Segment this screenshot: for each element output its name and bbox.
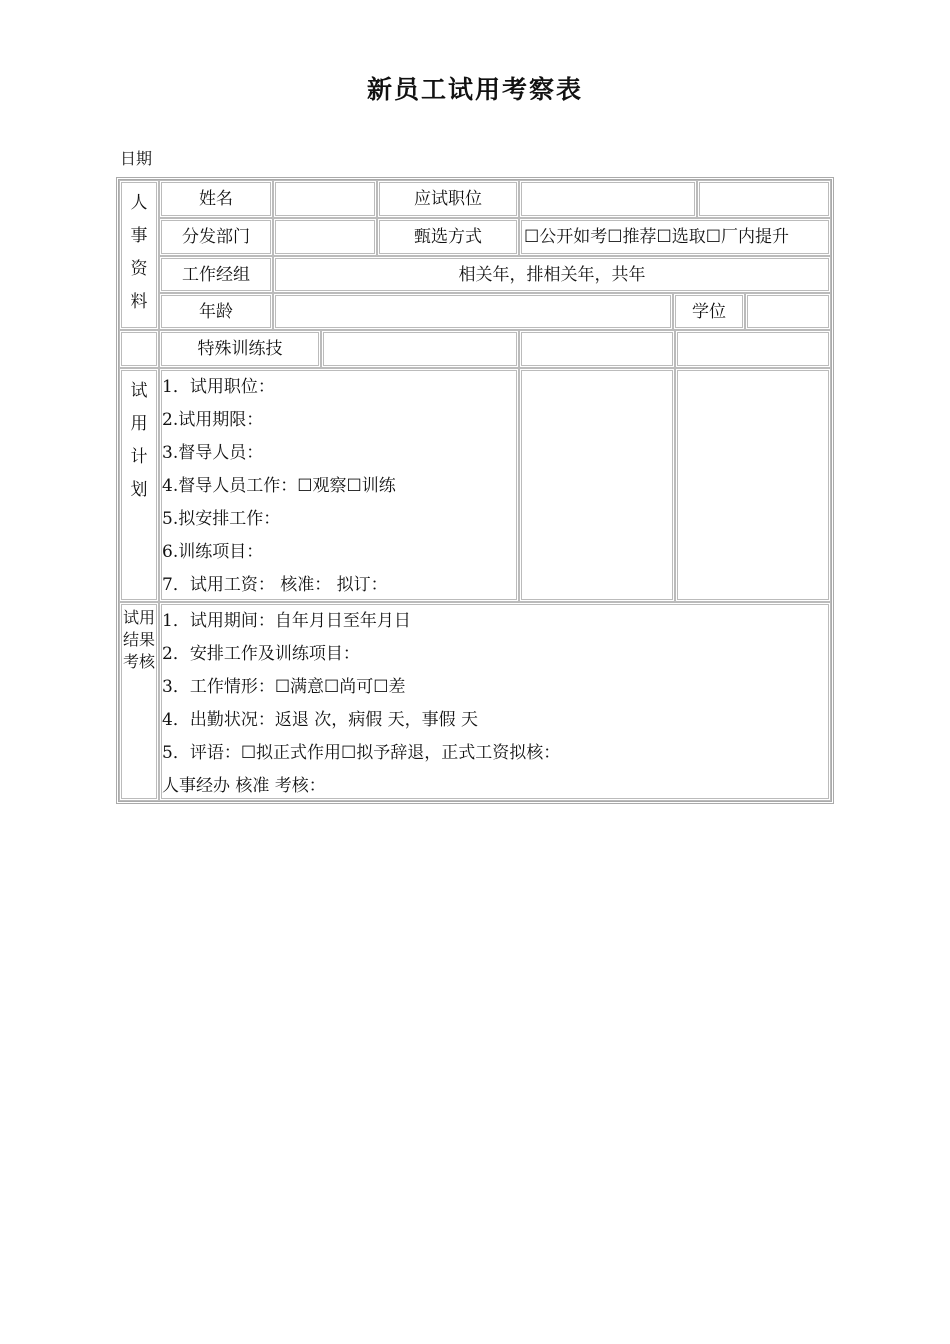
age-field[interactable] (273, 293, 673, 330)
dept-label: 分发部门 (159, 218, 273, 256)
page-title: 新员工试用考察表 (366, 75, 583, 104)
skills-label: 特殊训练技 (159, 330, 321, 368)
plan-item: 1．试用职位： (162, 377, 275, 397)
plan-item: 3.督导人员： (162, 443, 264, 463)
result-char: 试用 (122, 608, 155, 627)
personnel-char: 事 (130, 226, 148, 246)
plan-item: 2.试用期限： (162, 410, 264, 430)
plan-item: 5.拟安排工作： (162, 509, 281, 529)
position-field[interactable] (519, 180, 697, 218)
plan-blank-2[interactable] (519, 368, 675, 602)
result-item[interactable]: 5．评语：☐拟正式作用☐拟予辞退，正式工资拟核： (162, 743, 561, 763)
degree-field[interactable] (745, 293, 831, 330)
plan-char: 划 (130, 480, 148, 500)
plan-section-label (119, 368, 159, 602)
dept-field[interactable] (273, 218, 377, 256)
result-item: 2．安排工作及训练项目： (162, 644, 360, 664)
position-label: 应试职位 (377, 180, 519, 218)
personnel-char: 人 (130, 193, 148, 213)
plan-char: 用 (130, 414, 148, 434)
plan-item: 6.训练项目： (162, 542, 264, 562)
evaluation-form (116, 177, 834, 804)
plan-blank-3[interactable] (675, 368, 831, 602)
name-label: 姓名 (159, 180, 273, 218)
skills-blank-cell (119, 330, 159, 368)
result-item[interactable]: 3．工作情形：☐满意☐尚可☐差 (162, 677, 406, 697)
result-items (159, 602, 831, 801)
result-char: 考核 (122, 652, 155, 671)
name-field[interactable] (273, 180, 377, 218)
experience-value[interactable]: 相关年，排相关年，共年 (273, 256, 831, 293)
plan-char: 试 (130, 381, 148, 401)
date-label: 日期 (120, 149, 153, 168)
plan-item[interactable]: 4.督导人员工作：☐观察☐训练 (162, 476, 396, 496)
result-section-label (119, 602, 159, 801)
degree-label: 学位 (673, 293, 745, 330)
skills-field-3[interactable] (675, 330, 831, 368)
experience-label: 工作经组 (159, 256, 273, 293)
selection-label: 甄选方式 (377, 218, 519, 256)
plan-items (159, 368, 519, 602)
skills-field-2[interactable] (519, 330, 675, 368)
result-item: 1．试用期间：自年月日至年月日 (162, 611, 411, 631)
personnel-char: 资 (130, 259, 148, 279)
skills-field-1[interactable] (321, 330, 519, 368)
personnel-char: 料 (130, 292, 148, 312)
result-item: 4．出勤状况：返退 次，病假 天，事假 天 (162, 710, 479, 730)
personnel-section-label (119, 180, 159, 330)
photo-cell (697, 180, 831, 218)
result-item: 人事经办 核准 考核： (162, 776, 326, 796)
result-char: 结果 (122, 630, 155, 649)
age-label: 年龄 (159, 293, 273, 330)
plan-char: 计 (130, 447, 148, 467)
plan-item: 7．试用工资： 核准： 拟订： (162, 575, 388, 595)
selection-options[interactable]: ☐公开如考☐推荐☐选取☐厂内提升 (519, 218, 831, 256)
